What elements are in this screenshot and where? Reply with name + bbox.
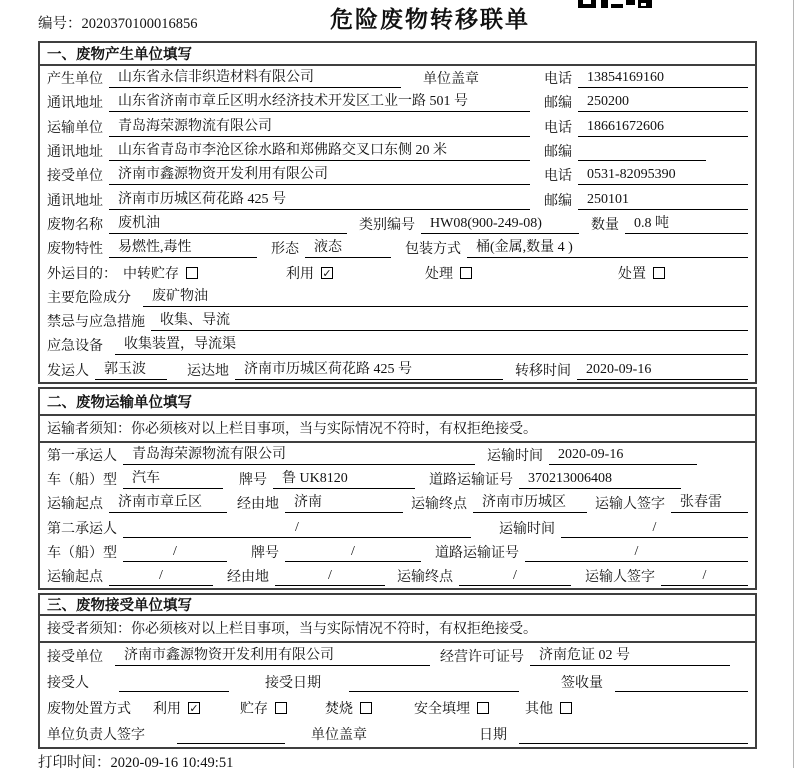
form-row — [40, 669, 755, 695]
form-row — [40, 467, 755, 491]
option-label: 处理 — [425, 266, 453, 282]
equipment-label: 应急设备 — [47, 339, 103, 355]
transporter-sign-label: 运输人签字 — [595, 497, 665, 513]
disposal-option — [525, 698, 572, 718]
transport-time-label: 运输时间 — [499, 521, 555, 537]
vehicle-type-value: 汽车 — [123, 469, 223, 489]
received-qty-value — [615, 672, 748, 692]
option-label: 安全填埋 — [414, 701, 470, 717]
option-label: 贮存 — [240, 701, 268, 717]
form-row — [40, 540, 755, 564]
road-license-value: / — [525, 542, 748, 562]
category-value: HW08(900-249-08) — [421, 214, 579, 234]
zip-value: 250101 — [578, 190, 748, 210]
permit-label: 经营许可证号 — [440, 649, 524, 665]
transport-unit-label: 运输单位 — [47, 120, 103, 136]
vehicle-type-value: / — [123, 542, 227, 562]
unit-seal-label: 单位盖章 — [423, 72, 479, 88]
form-row — [40, 212, 755, 236]
purpose-option — [123, 263, 198, 283]
form-row — [40, 695, 755, 721]
section-title: 三、废物接受单位填写 — [40, 595, 755, 616]
address-label: 通讯地址 — [47, 145, 103, 161]
zip-label: 邮编 — [544, 193, 572, 209]
form-value: 液态 — [305, 238, 391, 258]
carrier2-label: 第二承运人 — [47, 521, 117, 537]
zip-label: 邮编 — [544, 145, 572, 161]
phone-label: 电话 — [544, 120, 572, 136]
received-qty-label: 签收量 — [561, 675, 603, 691]
checkbox-store — [275, 702, 287, 714]
checkbox-treat — [460, 267, 472, 279]
document — [38, 0, 757, 749]
via-label: 经由地 — [237, 497, 279, 513]
form-row — [40, 236, 755, 260]
transfer-time-value: 2020-09-16 — [577, 360, 748, 380]
form-row — [40, 66, 755, 90]
disposal-option — [325, 698, 372, 718]
purpose-label: 外运目的： — [47, 266, 117, 282]
transporter-sign-value: 张春雷 — [671, 493, 748, 513]
form-row — [40, 721, 755, 747]
via-label: 经由地 — [227, 569, 269, 585]
hazard-value: 废矿物油 — [143, 287, 748, 307]
document-header — [38, 0, 757, 41]
waste-name-value: 废机油 — [109, 214, 347, 234]
address-value: 济南市历城区荷花路 425 号 — [109, 190, 530, 210]
receive-date-label: 接受日期 — [265, 675, 321, 691]
taboo-value: 收集、导流 — [151, 311, 748, 331]
plate-label: 牌号 — [251, 545, 279, 561]
receive-unit-label: 接受单位 — [47, 649, 103, 665]
produce-unit-value: 山东省永信非织造材料有限公司 — [109, 68, 401, 88]
zip-label: 邮编 — [544, 96, 572, 112]
section-transporter — [38, 387, 757, 590]
form-row — [40, 333, 755, 357]
origin-value: 济南市章丘区 — [109, 493, 227, 513]
option-label: 焚烧 — [325, 701, 353, 717]
checkbox-other — [560, 702, 572, 714]
disposal-option — [153, 698, 200, 718]
packing-value: 桶(金属,数量 4 ) — [467, 238, 748, 258]
print-time-value: 2020-09-16 10:49:51 — [110, 755, 234, 771]
phone-value: 18661672606 — [578, 117, 748, 137]
zip-value: 250200 — [578, 92, 748, 112]
receiver-notice: 接受者须知：你必须核对以上栏目事项，当与实际情况不符时，有权拒绝接受。 — [47, 622, 537, 638]
plate-label: 牌号 — [239, 473, 267, 489]
form-row — [40, 260, 755, 284]
disposal-option — [414, 698, 489, 718]
section-title: 二、废物运输单位填写 — [40, 389, 755, 416]
form-row — [40, 515, 755, 539]
form-row — [40, 309, 755, 333]
disposal-option — [240, 698, 287, 718]
vehicle-type-label: 车（船）型 — [47, 473, 117, 489]
checkbox-utilize: ✓ — [189, 701, 199, 715]
page-title: 危险废物转移联单 — [330, 6, 530, 32]
address-label: 通讯地址 — [47, 96, 103, 112]
form-row — [40, 90, 755, 114]
quantity-label: 数量 — [591, 217, 619, 233]
doc-number-label: 编号： — [38, 16, 82, 32]
transporter-notice: 运输者须知：你必须核对以上栏目事项，当与实际情况不符时，有权拒绝接受。 — [47, 422, 537, 438]
checkbox-dispose — [653, 267, 665, 279]
date-value — [519, 724, 748, 744]
transport-time-label: 运输时间 — [487, 448, 543, 464]
purpose-option — [618, 263, 665, 283]
character-label: 废物特性 — [47, 242, 103, 258]
checkbox-transfer-storage — [186, 267, 198, 279]
shipper-label: 发运人 — [47, 363, 89, 379]
print-time — [38, 751, 233, 772]
date-label: 日期 — [479, 727, 507, 743]
option-label: 利用 — [153, 701, 181, 717]
head-sign-label: 单位负责人签字 — [47, 727, 145, 743]
form-row — [40, 564, 755, 588]
option-label: 利用 — [286, 266, 314, 282]
notice-row — [40, 616, 755, 643]
plate-value: / — [285, 542, 421, 562]
road-license-value: 370213006408 — [519, 469, 681, 489]
phone-value: 0531-82095390 — [578, 165, 748, 185]
packing-label: 包装方式 — [405, 242, 461, 258]
transport-time-value: / — [561, 518, 748, 538]
shipper-value: 郭玉波 — [95, 360, 167, 380]
checkbox-landfill — [477, 702, 489, 714]
form-row — [40, 285, 755, 309]
via-value: / — [275, 566, 385, 586]
origin-value: / — [109, 566, 213, 586]
disposal-label: 废物处置方式 — [47, 701, 131, 717]
notice-row — [40, 416, 755, 443]
waste-name-label: 废物名称 — [47, 217, 103, 233]
print-time-label: 打印时间： — [38, 755, 111, 771]
produce-unit-label: 产生单位 — [47, 72, 103, 88]
equipment-value: 收集装置，导流渠 — [115, 335, 748, 355]
address-value: 山东省济南市章丘区明水经济技术开发区工业一路 501 号 — [109, 92, 530, 112]
transport-time-value: 2020-09-16 — [549, 445, 697, 465]
carrier1-value: 青岛海荣源物流有限公司 — [123, 445, 475, 465]
hazard-label: 主要危险成分 — [47, 290, 131, 306]
endpoint-value: 济南市历城区 — [473, 493, 587, 513]
page-edge-divider — [793, 0, 794, 768]
receive-unit-value: 济南市鑫源物资开发利用有限公司 — [115, 646, 430, 666]
endpoint-value: / — [459, 566, 571, 586]
option-label: 中转贮存 — [123, 266, 179, 282]
category-label: 类别编号 — [359, 217, 415, 233]
origin-label: 运输起点 — [47, 497, 103, 513]
permit-value: 济南危证 02 号 — [530, 646, 730, 666]
form-row — [40, 443, 755, 467]
receive-unit-label: 接受单位 — [47, 169, 103, 185]
endpoint-label: 运输终点 — [411, 497, 467, 513]
address-label: 通讯地址 — [47, 193, 103, 209]
option-label: 其他 — [525, 701, 553, 717]
section-receiver — [38, 593, 757, 749]
receiver-label: 接受人 — [47, 675, 89, 691]
transporter-sign-label: 运输人签字 — [585, 569, 655, 585]
receive-unit-value: 济南市鑫源物资开发利用有限公司 — [109, 165, 530, 185]
taboo-label: 禁忌与应急措施 — [47, 315, 145, 331]
checkbox-incinerate — [360, 702, 372, 714]
unit-seal-label: 单位盖章 — [311, 727, 367, 743]
section-title: 一、废物产生单位填写 — [40, 43, 755, 66]
road-license-label: 道路运输证号 — [429, 473, 513, 489]
zip-value — [578, 141, 706, 161]
vehicle-type-label: 车（船）型 — [47, 545, 117, 561]
section-generator — [38, 41, 757, 384]
dest-label: 运达地 — [187, 363, 229, 379]
form-row — [40, 163, 755, 187]
phone-label: 电话 — [544, 72, 572, 88]
receiver-value — [119, 672, 229, 692]
doc-number — [38, 12, 198, 33]
carrier2-value: / — [123, 518, 471, 538]
transporter-sign-value: / — [661, 566, 748, 586]
origin-label: 运输起点 — [47, 569, 103, 585]
form-label: 形态 — [271, 242, 299, 258]
phone-value: 13854169160 — [578, 68, 748, 88]
carrier1-label: 第一承运人 — [47, 448, 117, 464]
head-sign-value — [177, 724, 285, 744]
option-label: 处置 — [618, 266, 646, 282]
purpose-option — [425, 263, 472, 283]
quantity-value: 0.8 吨 — [625, 214, 748, 234]
phone-label: 电话 — [544, 169, 572, 185]
form-row — [40, 491, 755, 515]
endpoint-label: 运输终点 — [397, 569, 453, 585]
plate-value: 鲁 UK8120 — [273, 469, 415, 489]
address-value: 山东省青岛市李沧区徐水路和郑佛路交叉口东侧 20 米 — [109, 141, 530, 161]
form-row — [40, 187, 755, 211]
via-value: 济南 — [285, 493, 403, 513]
receive-date-value — [349, 672, 519, 692]
road-license-label: 道路运输证号 — [435, 545, 519, 561]
form-row — [40, 139, 755, 163]
purpose-option — [286, 263, 333, 283]
form-row — [40, 358, 755, 382]
checkbox-utilize: ✓ — [322, 266, 332, 280]
form-row — [40, 643, 755, 669]
transfer-time-label: 转移时间 — [515, 363, 571, 379]
dest-value: 济南市历城区荷花路 425 号 — [235, 360, 503, 380]
form-row — [40, 115, 755, 139]
transport-unit-value: 青岛海荣源物流有限公司 — [109, 117, 530, 137]
doc-number-value: 2020370100016856 — [81, 16, 198, 32]
character-value: 易燃性,毒性 — [109, 238, 257, 258]
